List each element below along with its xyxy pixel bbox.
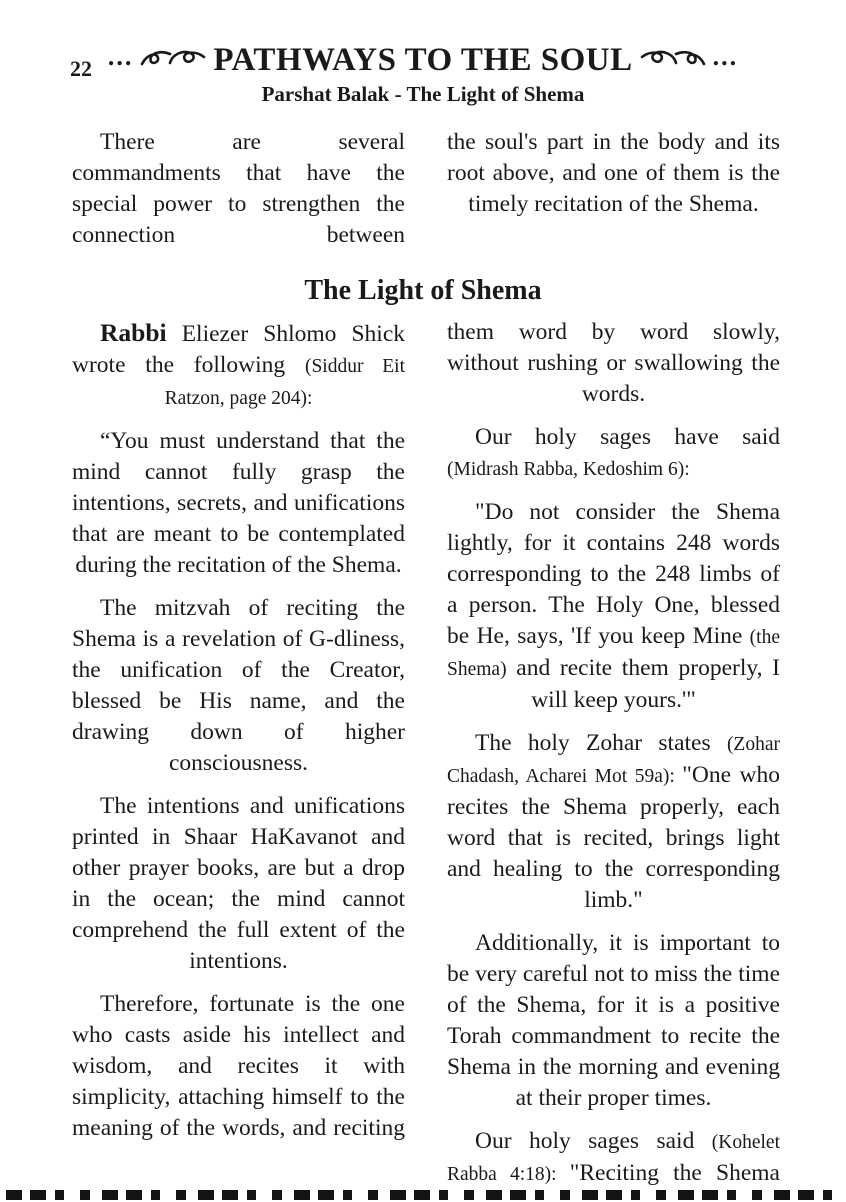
main-columns [0,317,846,1202]
body-text: and recite them properly, I will keep yours.'" [506,655,780,713]
intro-right-column [447,127,780,263]
body-text: "Reciting the Shema [569,1160,780,1186]
citation-text: (Midrash Rabba, Kedoshim 6): [447,459,690,480]
body-text: Our holy sages said [475,1128,712,1154]
ornament-dots-right: ... [712,41,739,71]
paragraph [72,127,405,251]
paragraph [447,127,780,220]
citation-text: (Zohar Chadash, Acharei Mot 59a): [447,734,780,787]
paragraph [447,497,780,716]
body-text: Our holy sages have said [475,424,780,450]
lead-word: Rabbi [100,318,167,347]
paragraph [72,317,405,414]
paragraph [72,791,405,977]
paragraph [447,1126,780,1190]
citation-text: (Siddur Eit Ratzon, page 204): [164,356,406,409]
citation-text: (Kohelet Rabba 4:18): [447,1132,780,1185]
body-text: The intentions and unifications printed in Shaar HaKavanot and other prayer books, are but a drop in the ocean; the mind cannot comprehend the full extent of the intentions. [72,793,405,974]
body-text: Therefore, fortunate is the one who casts aside his intellect and wisdom, and recites it with simplicity, attaching himself to the meaning of the words, and reciting [72,991,405,1141]
paragraph [72,989,405,1144]
paragraph [447,317,780,410]
main-left-column [72,317,405,1202]
body-text: The holy Zohar states [475,730,727,756]
paragraph [447,928,780,1114]
body-text: the soul's part in the body and its root above, and one of them is the timely recitation of the Shema. [447,129,780,217]
page-subtitle: Parshat Balak - The Light of Shema [261,82,585,106]
body-text: There are several commandments that have the special power to strengthen the connection between [72,129,405,248]
body-text: them word by word slowly, without rushing or swallowing the words. [447,319,780,407]
paragraph [447,422,780,485]
scroll-flourish-icon [640,48,706,74]
ornament-dots-left: ... [107,41,134,71]
body-text: “You must understand that the mind cannot fully grasp the intentions, secrets, and unifications that are meant to be contemplated during the recitation of the Shema. [72,428,405,578]
paragraph [72,426,405,581]
page-header [0,0,846,79]
bottom-cutoff-text-strip [6,1190,836,1200]
intro-left-column [72,127,405,263]
scroll-flourish-icon [140,48,206,74]
paragraph [72,593,405,779]
body-text: Eliezer Shlomo Shick wrote the following [72,321,405,378]
body-text: Additionally, it is important to be very careful not to miss the time of the Shema, for it is a positive Torah commandment to recite the Shema in the morning and evening at their proper times. [447,930,780,1111]
intro-columns [0,127,846,263]
page-title: PATHWAYS TO THE SOUL [213,42,633,78]
body-text: The mitzvah of reciting the Shema is a revelation of G-dliness, the unification of the Creator, blessed be His name, and the drawing down of higher consciousness. [72,595,405,776]
page-number: 22 [70,56,92,81]
paragraph [447,728,780,916]
body-text: "Do not consider the Shema lightly, for it contains 248 words corresponding to the 248 limbs of a person. The Holy One, blessed be He, says, 'If you keep Mine [447,499,780,649]
section-heading: The Light of Shema [304,275,542,306]
citation-text: (the Shema) [447,627,780,680]
body-text: "One who recites the Shema properly, each word that is recited, brings light and healing to the corresponding limb." [447,762,780,913]
main-right-column [447,317,780,1202]
